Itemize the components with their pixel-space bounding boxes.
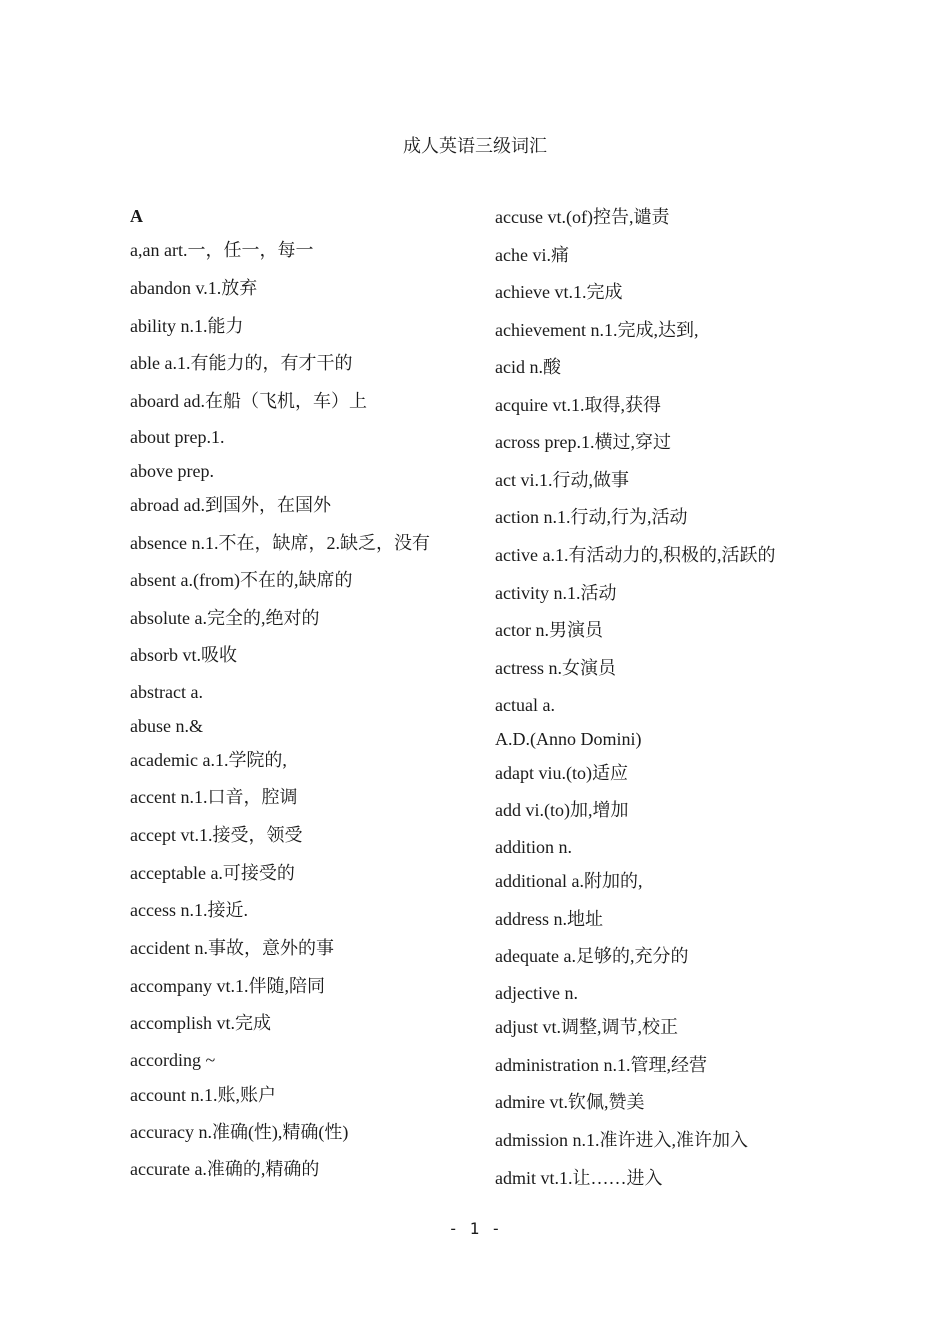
vocab-entry: absent a.(from)不在的,缺席的 [130,570,353,590]
vocab-entry: accompany vt.1.伴随,陪同 [130,976,325,996]
vocab-entry: achieve vt.1.完成 [495,282,623,302]
vocab-entry: action n.1.行动,行为,活动 [495,507,688,527]
vocab-entry: add vi.(to)加,增加 [495,800,629,820]
page-number: - 1 - [448,1219,502,1238]
vocab-entry: adjust vt.调整,调节,校正 [495,1017,678,1037]
vocab-entry: absorb vt.吸收 [130,645,237,665]
vocab-entry: additional a.附加的, [495,871,643,891]
vocab-entry: active a.1.有活动力的,积极的,活跃的 [495,545,776,565]
vocab-entry: admission n.1.准许进入,准许加入 [495,1130,749,1150]
vocab-entry: accuse vt.(of)控告,谴责 [495,207,670,227]
vocab-entry: access n.1.接近. [130,900,248,920]
vocab-entry: actual a. [495,695,555,715]
vocab-entry: academic a.1.学院的, [130,750,287,770]
vocab-entry: A.D.(Anno Domini) [495,729,642,749]
vocab-entry: acquire vt.1.取得,获得 [495,395,661,415]
vocab-entry: ability n.1.能力 [130,316,244,336]
vocab-entry: accent n.1.口音，腔调 [130,787,298,807]
vocab-entry: accident n.事故，意外的事 [130,938,334,958]
vocab-entry: according ~ [130,1050,216,1070]
vocab-entry: accomplish vt.完成 [130,1013,271,1033]
vocab-entry: address n.地址 [495,909,603,929]
vocab-entry: admit vt.1.让……进入 [495,1168,663,1188]
vocab-entry: adequate a.足够的,充分的 [495,946,689,966]
vocab-entry: activity n.1.活动 [495,583,617,603]
vocab-entry: abstract a. [130,682,203,702]
page-title: 成人英语三级词汇 [403,136,547,156]
vocab-entry: admire vt.钦佩,赞美 [495,1092,645,1112]
vocab-entry: acceptable a.可接受的 [130,863,295,883]
vocab-entry: able a.1.有能力的，有才干的 [130,353,353,373]
vocab-entry: accuracy n.准确(性),精确(性) [130,1122,349,1142]
vocab-entry: a,an art.一，任一，每一 [130,240,314,260]
vocab-entry: administration n.1.管理,经营 [495,1055,707,1075]
vocab-entry: across prep.1.横过,穿过 [495,432,671,452]
vocab-entry: account n.1.账,账户 [130,1085,276,1105]
vocab-entry: addition n. [495,837,572,857]
vocab-entry: above prep. [130,461,214,481]
vocab-entry: absolute a.完全的,绝对的 [130,608,320,628]
vocab-entry: absence n.1.不在，缺席，2.缺乏，没有 [130,533,430,553]
vocab-entry: accept vt.1.接受，领受 [130,825,303,845]
vocab-entry: adapt viu.(to)适应 [495,763,628,783]
vocab-entry: ache vi.痛 [495,245,569,265]
vocab-entry: adjective n. [495,983,578,1003]
vocab-entry: actress n.女演员 [495,658,616,678]
vocab-entry: acid n.酸 [495,357,561,377]
vocab-entry: accurate a.准确的,精确的 [130,1159,320,1179]
vocab-entry: act vi.1.行动,做事 [495,470,629,490]
vocab-entry: abroad ad.到国外，在国外 [130,495,331,515]
vocab-entry: aboard ad.在船（飞机，车）上 [130,391,367,411]
vocab-entry: abandon v.1.放弃 [130,278,258,298]
vocab-entry: actor n.男演员 [495,620,603,640]
vocab-entry: about prep.1. [130,427,225,447]
section-heading: A [130,206,143,226]
vocab-entry: abuse n.& [130,716,203,736]
vocab-entry: achievement n.1.完成,达到, [495,320,699,340]
